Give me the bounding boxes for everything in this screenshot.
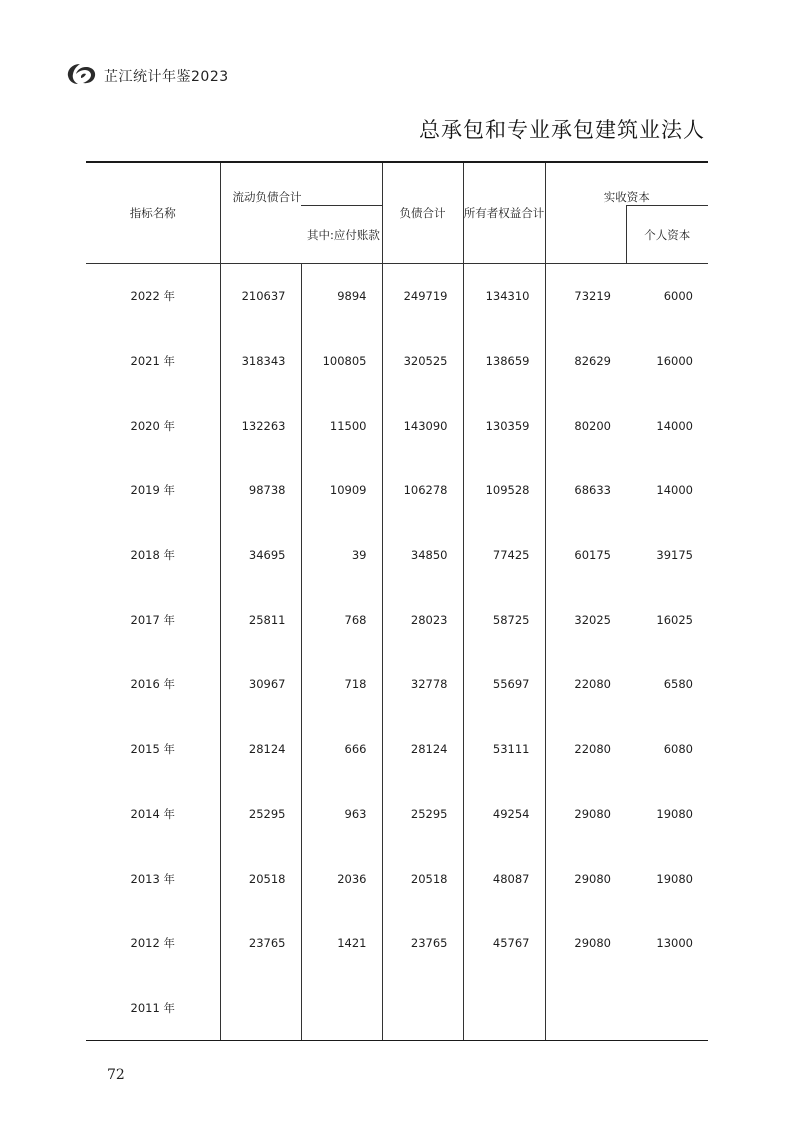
value-cell: 100805 [301,329,382,394]
year-cell: 2011 年 [86,976,220,1041]
year-cell: 2012 年 [86,911,220,976]
col-header-current-liabilities: 流动负债合计 [220,162,382,206]
value-cell: 30967 [220,652,301,717]
year-cell: 2020 年 [86,393,220,458]
value-cell: 39 [301,523,382,588]
page-number: 72 [107,1067,125,1083]
table-row [86,458,708,523]
value-cell: 14000 [656,483,693,498]
col-header-name: 指标名称 [86,162,220,264]
value-cell: 34850 [382,523,463,588]
value-cell: 32025 [574,612,611,627]
value-cell: 6000 [663,289,693,304]
value-cell: 29080 [574,806,611,821]
value-cell: 16025 [656,612,693,627]
value-cell: 19080 [656,871,693,886]
value-cell: 55697 [463,652,545,717]
col-header-paid-in-capital: 实收资本 [545,162,708,206]
value-cell: 6580 [663,677,693,692]
page-title: 总承包和专业承包建筑业法人 [419,118,705,142]
value-cell: 60175 [574,548,611,563]
value-cell: 80200 [574,418,611,433]
value-cell: 82629 [574,354,611,369]
table-row [86,264,708,329]
value-cell: 14000 [656,418,693,433]
value-cell: 1421 [301,911,382,976]
value-cell: 320525 [382,329,463,394]
value-cell [301,976,382,1041]
value-cell: 23765 [220,911,301,976]
value-cell: 48087 [463,846,545,911]
value-cell: 22080 [574,742,611,757]
value-cell: 718 [301,652,382,717]
table-row [86,329,708,394]
value-cell: 25295 [220,782,301,847]
value-cell: 28124 [220,717,301,782]
value-cell: 58725 [463,587,545,652]
value-cell: 6080 [663,742,693,757]
col-header-current-liabilities-blank [220,206,301,264]
year-cell: 2015 年 [86,717,220,782]
value-cell: 25811 [220,587,301,652]
value-cell: 13000 [656,936,693,951]
table-row [86,393,708,458]
value-cell [382,976,463,1041]
book-title: 芷江统计年鉴2023 [104,69,229,85]
value-cell: 11500 [301,393,382,458]
year-cell: 2013 年 [86,846,220,911]
year-cell: 2019 年 [86,458,220,523]
value-cell: 49254 [463,782,545,847]
value-cell: 29080 [574,936,611,951]
col-header-total-liabilities: 负债合计 [382,162,463,264]
col-header-personal-capital: 个人资本 [626,206,708,264]
value-cell: 143090 [382,393,463,458]
value-cell: 249719 [382,264,463,329]
value-cell: 16000 [656,354,693,369]
value-cell: 134310 [463,264,545,329]
table-row [86,652,708,717]
value-cell: 106278 [382,458,463,523]
year-cell: 2018 年 [86,523,220,588]
value-cell: 318343 [220,329,301,394]
value-cell: 132263 [220,393,301,458]
value-cell: 2036 [301,846,382,911]
table-row [86,717,708,782]
value-cell: 29080 [574,871,611,886]
col-header-owners-equity: 所有者权益合计 [463,162,545,264]
value-cell: 25295 [382,782,463,847]
value-cell [463,976,545,1041]
table-row [86,846,708,911]
value-cell: 77425 [463,523,545,588]
table-row [86,976,708,1041]
value-cell: 19080 [656,806,693,821]
year-cell: 2022 年 [86,264,220,329]
value-cell: 39175 [656,548,693,563]
value-cell: 53111 [463,717,545,782]
value-cell [626,976,708,1041]
value-cell [220,976,301,1041]
value-cell: 98738 [220,458,301,523]
table-row [86,782,708,847]
data-table [86,161,708,1041]
value-cell [545,976,626,1041]
year-cell: 2017 年 [86,587,220,652]
value-cell: 68633 [574,483,611,498]
col-header-accounts-payable: 其中:应付账款 [301,206,382,264]
year-cell: 2014 年 [86,782,220,847]
year-cell: 2016 年 [86,652,220,717]
value-cell: 23765 [382,911,463,976]
value-cell: 32778 [382,652,463,717]
value-cell: 45767 [463,911,545,976]
value-cell: 22080 [574,677,611,692]
value-cell: 34695 [220,523,301,588]
value-cell: 138659 [463,329,545,394]
table-row [86,523,708,588]
table-row [86,911,708,976]
value-cell: 73219 [574,289,611,304]
table-row [86,587,708,652]
value-cell: 210637 [220,264,301,329]
value-cell: 130359 [463,393,545,458]
value-cell: 963 [301,782,382,847]
value-cell: 28124 [382,717,463,782]
value-cell: 768 [301,587,382,652]
value-cell: 20518 [220,846,301,911]
yearbook-logo-icon [66,61,98,87]
value-cell: 666 [301,717,382,782]
year-cell: 2021 年 [86,329,220,394]
value-cell: 20518 [382,846,463,911]
col-header-paid-in-capital-blank [545,206,626,264]
value-cell: 28023 [382,587,463,652]
value-cell: 9894 [301,264,382,329]
value-cell: 109528 [463,458,545,523]
value-cell: 10909 [301,458,382,523]
